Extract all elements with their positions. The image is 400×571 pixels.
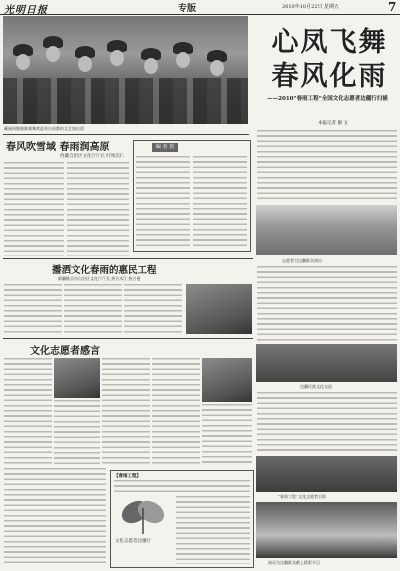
left-article-author: 西藏自治区文化厅厅长 旺堆次仁 xyxy=(60,154,125,159)
main-photo-caption: 藏族同胞载歌载舞欢迎来自首都的文艺演出团 xyxy=(4,126,84,131)
page-number: 7 xyxy=(388,0,397,14)
right-photo-3-caption: “春雨工程”文化志愿者合影 xyxy=(278,494,327,499)
masthead xyxy=(0,0,400,15)
bottom-left-text xyxy=(4,468,106,566)
volunteer-photo-2 xyxy=(202,358,252,402)
volunteer-col5 xyxy=(202,404,252,466)
volunteer-col1 xyxy=(4,358,52,466)
center-article-col1 xyxy=(4,284,62,334)
intro-text-block xyxy=(257,130,397,202)
spring-rain-box-title: 【春雨工程】 xyxy=(114,474,141,479)
bottom-photo-caption: 演员为边疆群众献上精彩节目 xyxy=(268,560,320,565)
left-article-col2 xyxy=(67,162,129,256)
right-photo-2 xyxy=(256,344,397,382)
headline-title xyxy=(262,26,397,94)
right-photo-1-caption: 志愿者为边疆群众演出 xyxy=(282,258,322,263)
volunteer-article-title: 文化志愿者感言 xyxy=(30,346,100,357)
headline-line-2: 春风化雨 xyxy=(271,61,388,92)
newspaper-name: 光明日报 xyxy=(4,5,48,16)
main-photo xyxy=(3,16,248,124)
center-article-author: 新疆维吾尔自治区文化厅厅长 热合木江·热合曼 xyxy=(58,276,141,281)
editor-note-col2 xyxy=(193,156,247,248)
center-article-col2 xyxy=(64,284,122,334)
spring-rain-box-col2 xyxy=(176,496,250,564)
right-text-block-1 xyxy=(257,266,397,342)
left-article-col1 xyxy=(4,162,64,256)
volunteer-photo-1 xyxy=(54,358,100,398)
volunteer-col4 xyxy=(152,358,200,466)
center-article-col3 xyxy=(124,284,182,334)
section-label: 专版 xyxy=(178,4,197,14)
volunteer-col3 xyxy=(102,358,150,466)
leaf-logo-icon xyxy=(113,490,173,536)
editor-note-col1 xyxy=(136,156,190,248)
right-text-block-2 xyxy=(257,392,397,452)
headline-line-1: 心凤飞舞 xyxy=(271,27,388,58)
bottom-photo xyxy=(256,502,397,558)
volunteer-col2 xyxy=(54,400,100,466)
left-article-title: 春风吹雪域 春雨润高原 xyxy=(6,142,110,153)
headline-subtitle: ——2010“春雨工程”全国文化志愿者边疆行扫描 xyxy=(267,96,388,102)
right-photo-3 xyxy=(256,456,397,492)
logo-caption: 文化志愿者边疆行 xyxy=(115,539,151,544)
editor-note-title: 编 者 按 xyxy=(152,143,178,152)
center-article-title: 播洒文化春雨的惠民工程 xyxy=(52,265,157,276)
center-article-photo xyxy=(186,284,252,334)
right-photo-2-caption: 边疆民族文化交流 xyxy=(300,384,332,389)
headline-byline: 本报记者 谢 文 xyxy=(318,121,348,126)
right-photo-1 xyxy=(256,205,397,255)
issue-date: 2010年10月22日 星期五 xyxy=(282,4,340,10)
